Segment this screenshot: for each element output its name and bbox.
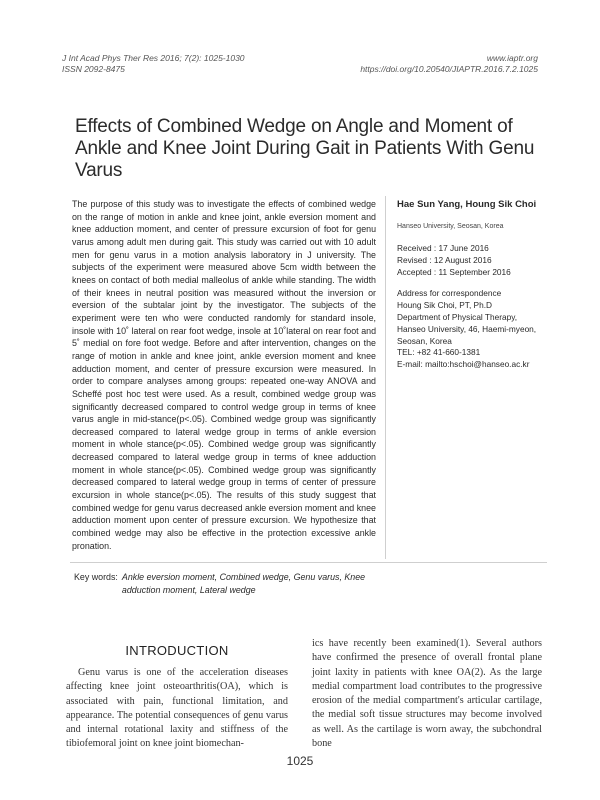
correspondence-name: Houng Sik Choi, PT, Ph.D [397, 300, 492, 311]
section-divider [70, 562, 547, 563]
article-dates [397, 243, 567, 278]
issn: ISSN 2092-8475 [62, 64, 125, 74]
correspondence-heading: Address for correspondence [397, 288, 502, 299]
introduction-column-right: ics have recently been examined(1). Several authors have confirmed the presence of overall frontal plane joint laxity in patients with knee OA(2). As the large medial compartment load contributes to the progressive erosion of the medial compartment's articular cartilage, the medial soft tissue structures may become involved as well. As the cartilage is worn away, the subchondral bone [312, 638, 542, 750]
revised-date: Revised : 12 August 2016 [397, 254, 492, 265]
received-date: Received : 17 June 2016 [397, 243, 489, 253]
correspondence-department: Department of Physical Therapy, [397, 311, 518, 322]
article-info-sidebar [397, 199, 567, 371]
keywords [74, 571, 384, 596]
article-title: Effects of Combined Wedge on Angle and Moment of Ankle and Knee Joint During Gait in Patients With Genu Varus [75, 116, 535, 181]
column-divider [385, 196, 386, 559]
keywords-label: Key words: [74, 572, 118, 582]
affiliation: Hanseo University, Seosan, Korea [397, 223, 504, 230]
authors: Hae Sun Yang, Houng Sik Choi [397, 199, 537, 210]
correspondence-address-line: Seosan, Korea [397, 335, 452, 346]
introduction-column-left: Genu varus is one of the acceleration diseases affecting knee joint osteoarthritis(OA), which is associated with pain, functional limitation, and appearance. The potential consequences of genu varus and internal rotational laxity and stiffness of the tibiofemoral joint on knee joint biomechan- [66, 667, 288, 750]
correspondence-email[interactable]: E-mail: mailto:hschoi@hanseo.ac.kr [397, 359, 530, 370]
running-header-right [360, 53, 538, 75]
correspondence-telephone: TEL: +82 41-660-1381 [397, 347, 481, 358]
correspondence [397, 288, 567, 371]
introduction-heading: INTRODUCTION [125, 643, 229, 658]
correspondence-address-line: Hanseo University, 46, Haemi-myeon, [397, 323, 537, 334]
journal-citation: J Int Acad Phys Ther Res 2016; 7(2): 1025-1030 [62, 53, 245, 63]
page-number: 1025 [286, 754, 314, 768]
accepted-date: Accepted : 11 September 2016 [397, 266, 511, 277]
journal-website[interactable]: www.iaptr.org [486, 53, 538, 63]
keywords-list: Ankle eversion moment, Combined wedge, Genu varus, Knee adduction moment, Lateral wedge [121, 572, 366, 595]
running-header-left [62, 53, 245, 75]
doi-link[interactable]: https://doi.org/10.20540/JIAPTR.2016.7.2.1025 [360, 64, 538, 74]
abstract: The purpose of this study was to investigate the effects of combined wedge on the range of motion in ankle and knee joint, ankle eversion moment and knee adduction moment, and center of pressure excursion of foot for genu varus among adult men during gait. This study was carried out with 10 adult men for genu varus in a motion analysis laboratory in J university. The subjects of the experiment were measured above 5cm width between the knees on contact of both medial malleolus of ankle while standing. The width of their knees in neutral position was measured without the inversion or eversion of the subtalar joint by the investigator. The subjects of the experiment were ten who were conducted randomly for standard insole, insole with 10˚ lateral on rear foot wedge, insole at 10˚lateral on rear foot and 5˚ medial on fore foot wedge. Before and after intervention, changes on the range of motion in ankle and knee joint, ankle eversion moment and knee adduction moment, and center of pressure excursion were measured. In order to compare analyses among groups: repeated one-way ANOVA and Scheffé post hoc test were used. As a result, combined wedge group was significantly decreased compared to control wedge group in terms of knee varus angle in mid-stance(p<.05). Combined wedge group was significantly decreased compared to lateral wedge group in terms of ankle eversion moment in whole stance(p<.05). Combined wedge group was significantly decreased compared to lateral wedge group in terms of knee adduction moment in whole stance(p<.05). Combined wedge group was significantly decreased compared to lateral wedge group in terms of center of pressure excursion in whole stance(p<.05). The results of this study suggest that combined wedge for genu varus decreased ankle eversion moment and knee adduction moment upon center of pressure excursion. We hypothesize that combined wedge may also be effective in the protection excessive ankle pronation. [72, 199, 376, 551]
